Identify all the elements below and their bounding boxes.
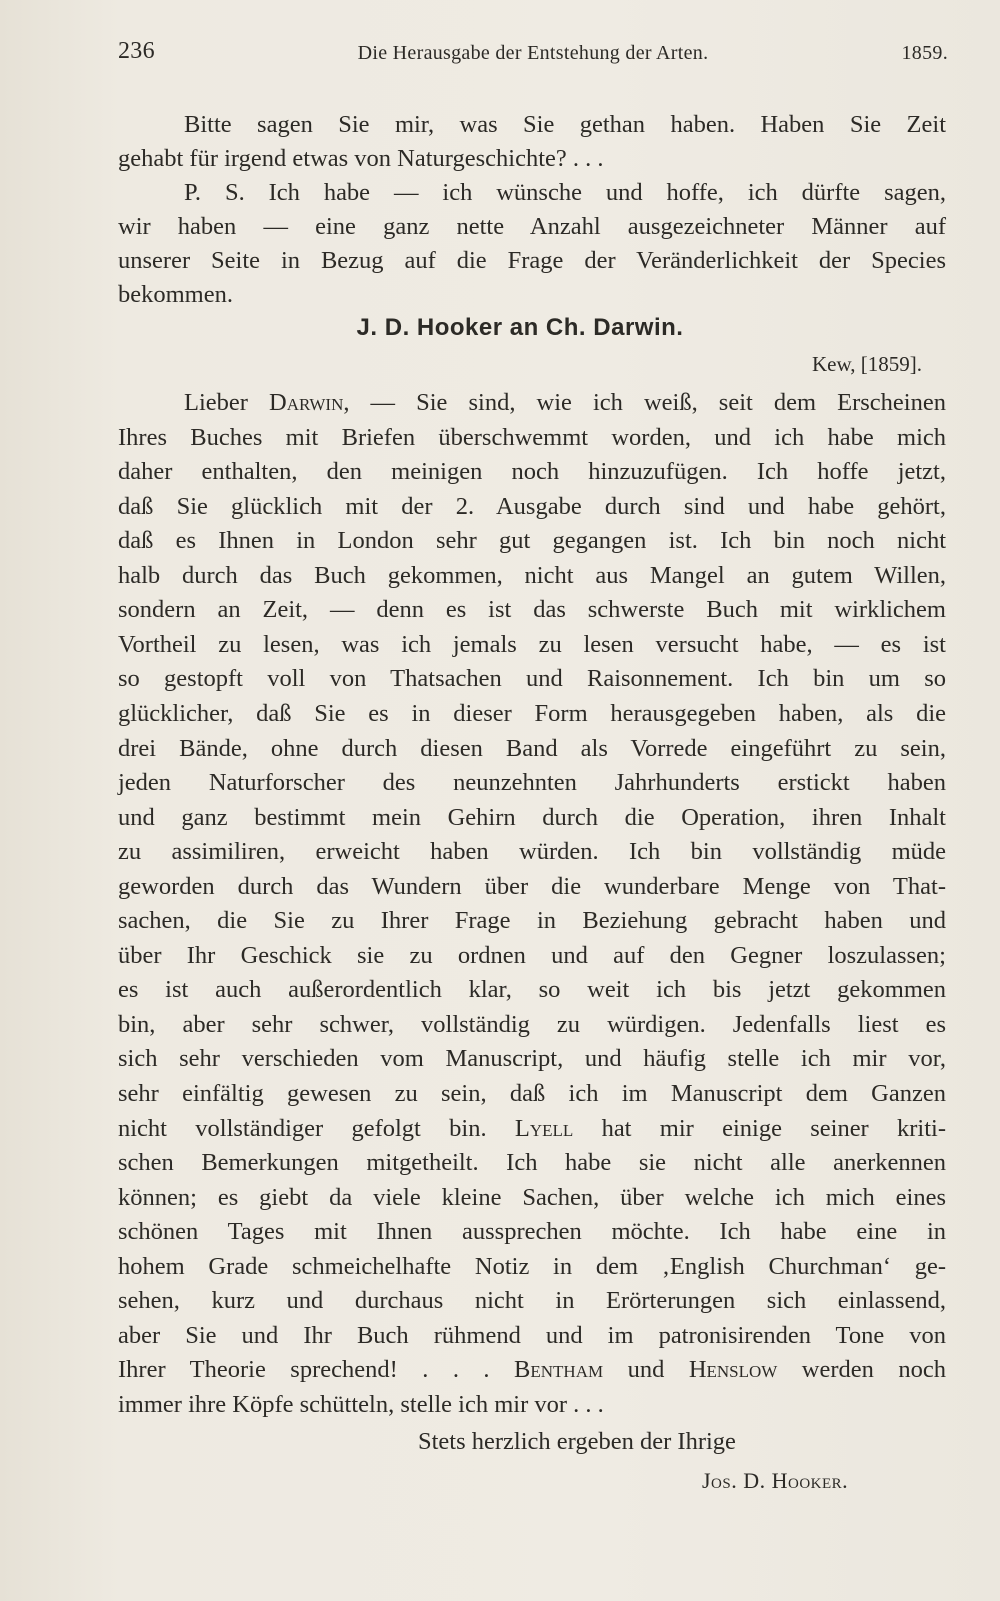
- text-line: sehr einfältig gewesen zu sein, daß ich im Manuscript dem Ganzen: [118, 1080, 946, 1107]
- text-line: daß es Ihnen in London sehr gut gegangen ist. Ich bin noch nicht: [118, 527, 946, 554]
- text-line: schönen Tages mit Ihnen aussprechen möchte. Ich habe eine in: [118, 1218, 946, 1245]
- text-line: daher enthalten, den meinigen noch hinzuzufügen. Ich hoffe jetzt,: [118, 458, 946, 485]
- text-line: aber Sie und Ihr Buch rühmend und im patronisirenden Tone von: [118, 1322, 946, 1349]
- running-title: Die Herausgabe der Entstehung der Arten.: [357, 42, 709, 64]
- text-line: so gestopft voll von Thatsachen und Raisonnement. Ich bin um so: [118, 665, 946, 692]
- text-line: schen Bemerkungen mitgetheilt. Ich habe sie nicht alle anerkennen: [118, 1149, 946, 1176]
- text-line: es ist auch außerordentlich klar, so weit ich bis jetzt gekommen: [118, 976, 946, 1003]
- closing-line: Stets herzlich ergeben der Ihrige: [418, 1428, 736, 1455]
- text-line: zu assimiliren, erweicht haben würden. Ich bin vollständig müde: [118, 838, 946, 865]
- signature: Jos. D. Hooker.: [702, 1468, 849, 1493]
- text-line: sich sehr verschieden vom Manuscript, und häufig stelle ich mir vor,: [118, 1045, 946, 1072]
- text-line: daß Sie glücklich mit der 2. Ausgabe durch sind und habe gehört,: [118, 493, 946, 520]
- page-number: 236: [118, 38, 155, 64]
- text-line: bekommen.: [118, 281, 233, 308]
- text-line: sachen, die Sie zu Ihrer Frage in Beziehung gebracht haben und: [118, 907, 946, 934]
- text-line: P. S. Ich habe — ich wünsche und hoffe, ich dürfte sagen,: [184, 179, 946, 206]
- text-line: glücklicher, daß Sie es in dieser Form herausgegeben haben, als die: [118, 700, 946, 727]
- text-line: Ihrer Theorie sprechend! . . . Bentham und Henslow werden noch: [118, 1356, 947, 1383]
- text-line: Ihres Buches mit Briefen überschwemmt worden, und ich habe mich: [118, 424, 946, 451]
- text-line: halb durch das Buch gekommen, nicht aus Mangel an gutem Willen,: [118, 562, 946, 589]
- text-line: über Ihr Geschick sie zu ordnen und auf den Gegner loszulassen;: [118, 942, 946, 969]
- text-line: sehen, kurz und durchaus nicht in Erörterungen sich einlassend,: [118, 1287, 946, 1314]
- text-line: gehabt für irgend etwas von Naturgeschichte? . . .: [118, 145, 604, 172]
- text-line: jeden Naturforscher des neunzehnten Jahrhunderts erstickt haben: [118, 769, 946, 796]
- text-line: hohem Grade schmeichelhafte Notiz in dem ‚English Churchman‘ ge-: [118, 1253, 946, 1280]
- text-line: unserer Seite in Bezug auf die Frage der Veränderlichkeit der Species: [118, 247, 946, 274]
- text-line: und ganz bestimmt mein Gehirn durch die Operation, ihren Inhalt: [118, 804, 946, 831]
- letter-heading: J. D. Hooker an Ch. Darwin.: [356, 314, 684, 341]
- text-line: geworden durch das Wundern über die wunderbare Menge von That-: [118, 873, 946, 900]
- text-line: immer ihre Köpfe schütteln, stelle ich mir vor . . .: [118, 1391, 604, 1418]
- text-line: sondern an Zeit, — denn es ist das schwerste Buch mit wirklichem: [118, 596, 946, 623]
- text-line: drei Bände, ohne durch diesen Band als Vorrede eingeführt zu sein,: [118, 735, 946, 762]
- header-year: 1859.: [901, 42, 948, 64]
- place-date: Kew, [1859].: [811, 352, 922, 376]
- text-line: Bitte sagen Sie mir, was Sie gethan haben. Haben Sie Zeit: [184, 111, 946, 138]
- text-line: bin, aber sehr schwer, vollständig zu würdigen. Jedenfalls liest es: [118, 1011, 946, 1038]
- text-line: können; es giebt da viele kleine Sachen, über welche ich mich eines: [118, 1184, 946, 1211]
- text-line: Lieber Darwin, — Sie sind, wie ich weiß, seit dem Erscheinen: [184, 389, 946, 416]
- text-line: nicht vollständiger gefolgt bin. Lyell hat mir einige seiner kriti-: [118, 1115, 946, 1142]
- text-line: wir haben — eine ganz nette Anzahl ausgezeichneter Männer auf: [118, 213, 946, 240]
- text-line: Vortheil zu lesen, was ich jemals zu lesen versucht habe, — es ist: [118, 631, 946, 658]
- page-header: [118, 38, 948, 72]
